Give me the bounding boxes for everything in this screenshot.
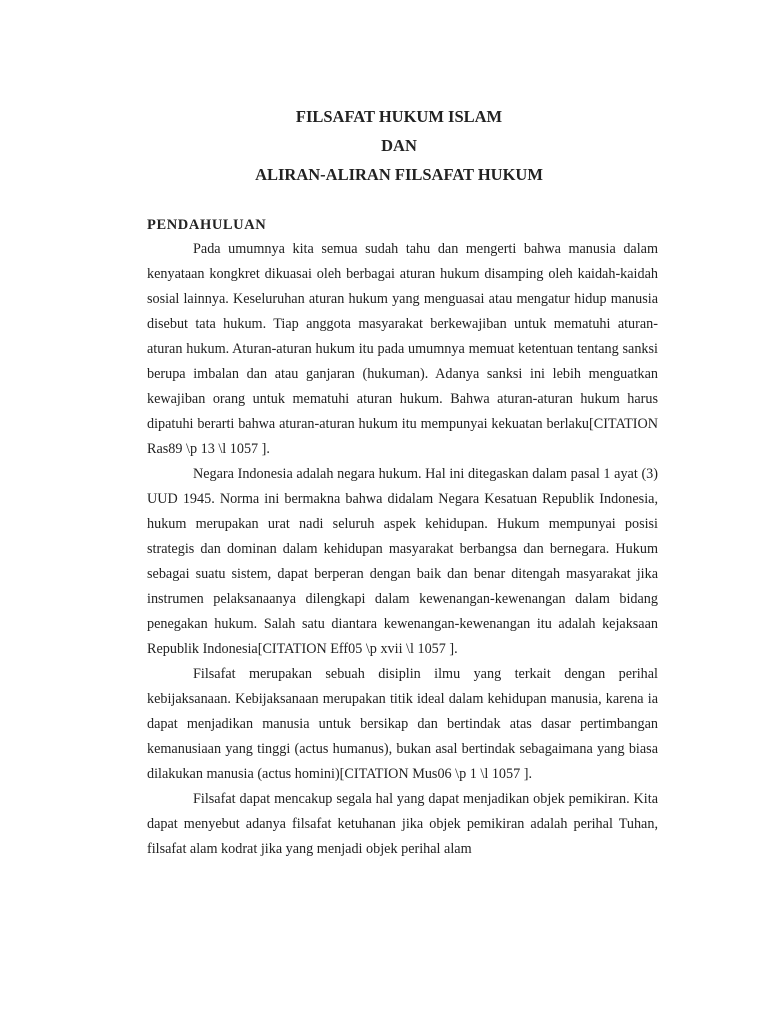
body-text [147, 237, 658, 862]
paragraph-1: Pada umumnya kita semua sudah tahu dan mengerti bahwa manusia dalam kenyataan kongkret dikuasai oleh berbagai aturan hukum disamping oleh kaidah-kaidah sosial lainnya. Keseluruhan aturan hukum yang menguasai atau mengatur hidup manusia disebut tata hukum. Tiap anggota masyarakat berkewajiban untuk mematuhi aturan-aturan hukum. Aturan-aturan hukum itu pada umumnya memuat ketentuan tentang sanksi berupa imbalan dan atau ganjaran (hukuman). Adanya sanksi ini lebih menguatkan kewajiban orang untuk mematuhi aturan hukum. Bahwa aturan-aturan hukum harus dipatuhi berarti bahwa aturan-aturan hukum itu mempunyai kekuatan berlaku[CITATION Ras89 \p 13 \l 1057 ]. [147, 241, 658, 457]
paragraph-2: Negara Indonesia adalah negara hukum. Hal ini ditegaskan dalam pasal 1 ayat (3) UUD 1945. Norma ini bermakna bahwa didalam Negara Kesatuan Republik Indonesia, hukum merupakan urat nadi seluruh aspek kehidupan. Hukum mempunyai posisi strategis dan dominan dalam kehidupan masyarakat berbangsa dan bernegara. Hukum sebagai suatu sistem, dapat berperan dengan baik dan benar ditengah masyarakat jika instrumen pelaksanaanya dilengkapi dalam kewenangan-kewenangan dalam bidang penegakan hukum. Salah satu diantara kewenangan-kewenangan itu adalah kejaksaan Republik Indonesia[CITATION Eff05 \p xvii \l 1057 ]. [147, 466, 658, 657]
title-line-3: ALIRAN-ALIRAN FILSAFAT HUKUM [255, 165, 543, 184]
section-heading: PENDAHULUAN [147, 217, 267, 233]
title-line-2: DAN [381, 136, 417, 155]
paragraph-3: Filsafat merupakan sebuah disiplin ilmu yang terkait dengan perihal kebijaksanaan. Kebijaksanaan merupakan titik ideal dalam kehidupan manusia, karena ia dapat menjadikan manusia untuk bersikap dan bertindak atas dasar pertimbangan kemanusiaan yang tinggi (actus humanus), bukan asal bertindak sebagaimana yang biasa dilakukan manusia (actus homini)[CITATION Mus06 \p 1 \l 1057 ]. [147, 666, 658, 782]
document-title [0, 102, 768, 189]
paragraph-4: Filsafat dapat mencakup segala hal yang dapat menjadikan objek pemikiran. Kita dapat menyebut adanya filsafat ketuhanan jika objek pemikiran adalah perihal Tuhan, filsafat alam kodrat jika yang menjadi objek perihal alam [147, 791, 658, 857]
title-line-1: FILSAFAT HUKUM ISLAM [295, 107, 503, 126]
